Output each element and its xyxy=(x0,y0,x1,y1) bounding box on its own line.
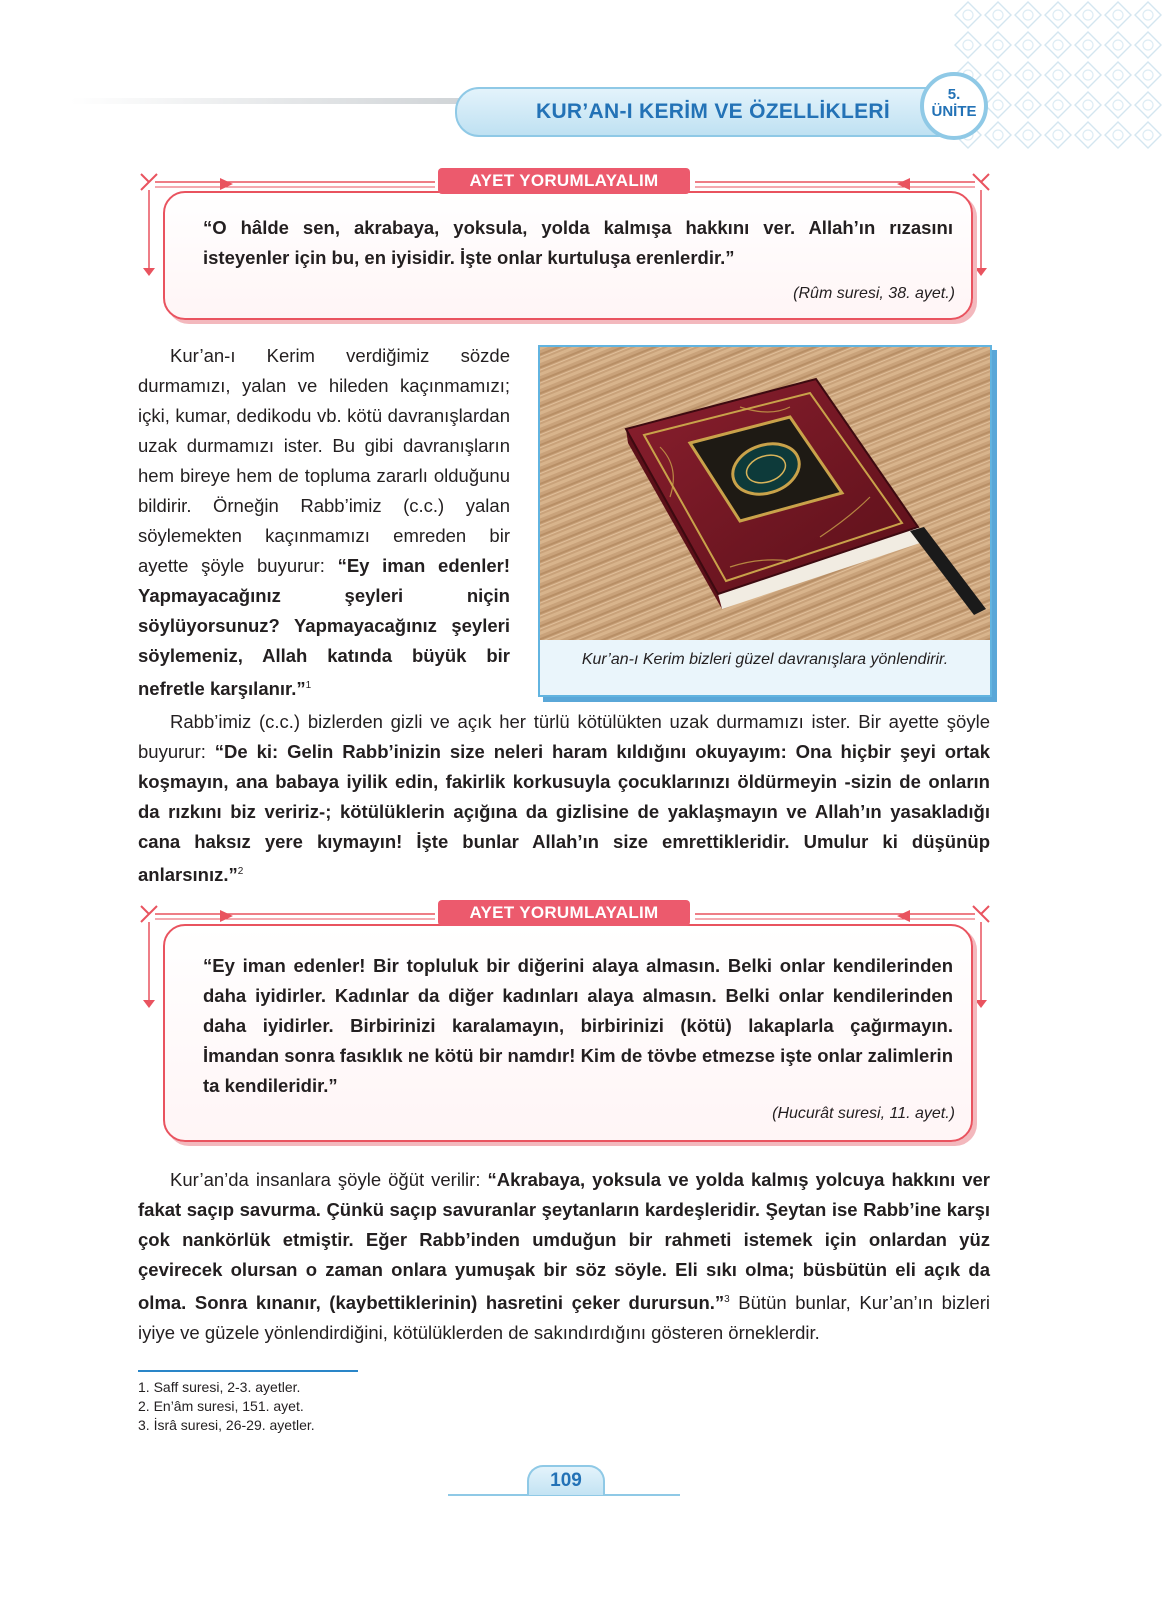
quran-book-photo xyxy=(540,347,990,640)
unit-number: 5. xyxy=(947,86,961,103)
photo-caption: Kur’an-ı Kerim bizleri güzel davranışlara yönlendirir. xyxy=(581,651,949,668)
paragraph-2 xyxy=(138,707,990,890)
page-number: 109 xyxy=(527,1465,605,1495)
paragraph-3-text-start: Kur’an’da insanlara şöyle öğüt verilir: xyxy=(170,1169,488,1190)
ayet-text-2: “Ey iman edenler! Bir topluluk bir diğerini alaya almasın. Belki onlar kendilerinden daha iyidirler. Kadınlar da diğer kadınları alaya almasın. Belki onlar kendilerinden daha iyidirler. Birbirinizi karalamayın, birbirinizi (kötü) lakaplarla çağırmayın. İmandan sonra fasıklık ne kötü bir namdır! Kim de tövbe etmezse işte onlar zalimlerin ta kendileridir.” xyxy=(203,955,953,1096)
ayet-label-2: AYET YORUMLAYALIM xyxy=(438,900,690,926)
chapter-title: KUR’AN-I KERİM VE ÖZELLİKLERİ xyxy=(536,100,891,123)
header-streak xyxy=(70,98,470,104)
unit-label: ÜNİTE xyxy=(931,103,977,120)
paragraph-3-quote: “Akrabaya, yoksula ve yolda kalmış yolcuya hakkını ver fakat saçıp savurma. Çünkü saçıp savuranlar şeytanların kardeşleridir. Şeytan ise Rabb’ine karşı çok nankörlük etmiştir. Eğer Rabb’inden umduğun bir rahmeti istemek için onlardan yüz çevirecek olursan o zaman onlara yumuşak bir söz söyle. Eli sıkı olma; büsbütün eli açık da olma. Sonra kınanır, (kaybettiklerinin) hasretini çeker durursun.” xyxy=(138,1169,990,1314)
ayet-label-1: AYET YORUMLAYALIM xyxy=(438,168,690,194)
footnote-2: 2. En’âm suresi, 151. ayet. xyxy=(138,1398,304,1414)
footnote-mark-1: 1 xyxy=(305,680,312,691)
ayet-reference-2: (Hucurât suresi, 11. ayet.) xyxy=(772,1105,955,1122)
paragraph-2-text: Rabb’imiz (c.c.) bizlerden gizli ve açık her türlü kötülükten uzak durmamızı ister. Bir ayette şöyle buyurur: xyxy=(138,711,990,762)
paragraph-2-quote: “De ki: Gelin Rabb’inizin size neleri haram kıldığını okuyayım: Ona hiçbir şeyi ortak koşmayın, ana babaya iyilik edin, fakirlik korkusuyla çocuklarınızı öldürmeyin -sizin de onların da rızkını biz veririz-; kötülüklerin açığına da gizlisine de yaklaşmayın ve Allah’ın yasakladığı cana haksız yere kıymayın! İşte bunlar Allah’ın size emrettikleridir. Umulur ki düşünüp anlarsınız.” xyxy=(138,741,990,886)
paragraph-3-text-end: Bütün bunlar, Kur’an’ın bizleri iyiye ve güzele yönlendirdiğini, kötülüklerden de sakındırdığını gösteren örneklerdir. xyxy=(138,1292,990,1344)
unit-badge xyxy=(920,72,988,140)
decorative-pattern xyxy=(953,0,1163,150)
paragraph-1 xyxy=(138,341,510,704)
footnote-divider xyxy=(138,1370,358,1372)
footnote-3: 3. İsrâ suresi, 26-29. ayetler. xyxy=(138,1417,315,1433)
photo-frame xyxy=(538,345,992,697)
ayet-text-1: “O hâlde sen, akrabaya, yoksula, yolda kalmışa hakkını ver. Allah’ın rızasını isteyenler için bu, en iyisidir. İşte onlar kurtuluşa erenlerdir.” xyxy=(203,217,953,268)
paragraph-1-text: Kur’an-ı Kerim verdiğimiz sözde durmamızı, yalan ve hileden kaçınmamızı; içki, kumar, dedikodu vb. kötü davranışlardan uzak durmamızı ister. Bu gibi davranışların hem bireye hem de topluma zararlı olduğunu bildirir. Örneğin Rabb’imiz (c.c.) yalan söylemekten kaçınmamızı emreden bir ayette şöyle buyurur: xyxy=(138,345,510,576)
ayet-reference-1: (Rûm suresi, 38. ayet.) xyxy=(793,285,955,302)
footnote-mark-3: 3 xyxy=(724,1294,730,1305)
paragraph-1-quote: “Ey iman edenler! Yapmayacağınız şeyleri niçin söylüyorsunuz? Yapmayacağınız şeyleri söylemeniz, Allah katında büyük bir nefretle karşılanır.” xyxy=(138,555,510,700)
paragraph-3 xyxy=(138,1165,990,1348)
footnote-1: 1. Saff suresi, 2-3. ayetler. xyxy=(138,1379,301,1395)
footnote-mark-2: 2 xyxy=(237,866,244,877)
